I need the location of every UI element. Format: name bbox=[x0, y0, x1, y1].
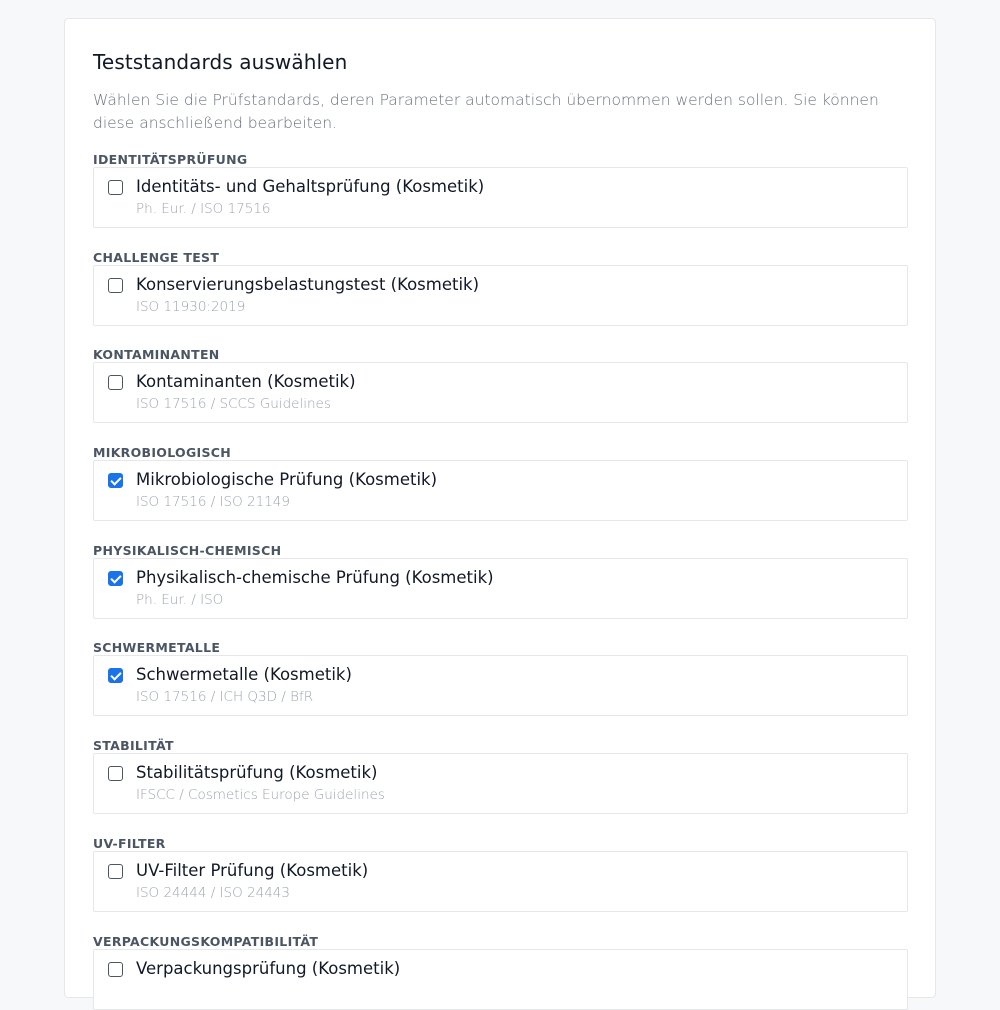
option-mikrobiologische-pruefung[interactable] bbox=[93, 460, 908, 521]
option-title: Schwermetalle (Kosmetik) bbox=[136, 665, 352, 684]
option-physikalisch-chemische-pruefung[interactable] bbox=[93, 558, 908, 619]
group-label: VERPACKUNGSKOMPATIBILITÄT bbox=[93, 934, 319, 949]
option-verpackungspruefung[interactable] bbox=[93, 949, 908, 1010]
option-subtitle: ISO 24444 / ISO 24443 bbox=[136, 885, 290, 901]
option-uv-filter-pruefung[interactable] bbox=[93, 851, 908, 912]
checkbox[interactable] bbox=[108, 668, 123, 683]
option-identitaets-gehaltspruefung[interactable] bbox=[93, 167, 908, 228]
checkbox[interactable] bbox=[108, 864, 123, 879]
checkbox[interactable] bbox=[108, 375, 123, 390]
option-title: Physikalisch-chemische Prüfung (Kosmetik) bbox=[136, 568, 494, 587]
standards-card bbox=[64, 18, 936, 998]
page-title: Teststandards auswählen bbox=[93, 50, 348, 74]
option-stabilitaetspruefung[interactable] bbox=[93, 753, 908, 814]
group-label: SCHWERMETALLE bbox=[93, 640, 221, 655]
group-label: STABILITÄT bbox=[93, 738, 174, 753]
group-label: MIKROBIOLOGISCH bbox=[93, 445, 232, 460]
option-subtitle: Ph. Eur. / ISO bbox=[136, 592, 224, 608]
option-title: UV-Filter Prüfung (Kosmetik) bbox=[136, 861, 369, 880]
option-title: Mikrobiologische Prüfung (Kosmetik) bbox=[136, 470, 438, 489]
option-subtitle: ISO 17516 / ISO 21149 bbox=[136, 494, 290, 510]
option-title: Konservierungsbelastungstest (Kosmetik) bbox=[136, 275, 480, 294]
option-subtitle: IFSCC / Cosmetics Europe Guidelines bbox=[136, 787, 385, 803]
checkbox[interactable] bbox=[108, 180, 123, 195]
option-subtitle: Ph. Eur. / ISO 17516 bbox=[136, 201, 271, 217]
option-title: Verpackungsprüfung (Kosmetik) bbox=[136, 959, 401, 978]
checkbox[interactable] bbox=[108, 278, 123, 293]
checkbox[interactable] bbox=[108, 571, 123, 586]
group-label: UV-FILTER bbox=[93, 836, 166, 851]
option-title: Kontaminanten (Kosmetik) bbox=[136, 372, 356, 391]
group-label: CHALLENGE TEST bbox=[93, 250, 220, 265]
option-kontaminanten[interactable] bbox=[93, 362, 908, 423]
option-title: Stabilitätsprüfung (Kosmetik) bbox=[136, 763, 378, 782]
group-label: KONTAMINANTEN bbox=[93, 347, 220, 362]
group-label: PHYSIKALISCH-CHEMISCH bbox=[93, 543, 282, 558]
checkbox[interactable] bbox=[108, 473, 123, 488]
group-label: IDENTITÄTSPRÜFUNG bbox=[93, 152, 248, 167]
option-konservierungsbelastungstest[interactable] bbox=[93, 265, 908, 326]
option-subtitle: ISO 17516 / ICH Q3D / BfR bbox=[136, 689, 314, 705]
option-subtitle: ISO 17516 / SCCS Guidelines bbox=[136, 396, 331, 412]
option-subtitle: ISO 11930:2019 bbox=[136, 299, 246, 315]
page-description: Wählen Sie die Prüfstandards, deren Parameter automatisch übernommen werden sollen. Sie können diese anschließend bearbeiten. bbox=[93, 91, 879, 132]
option-schwermetalle[interactable] bbox=[93, 655, 908, 716]
checkbox[interactable] bbox=[108, 766, 123, 781]
checkbox[interactable] bbox=[108, 962, 123, 977]
option-title: Identitäts- und Gehaltsprüfung (Kosmetik) bbox=[136, 177, 485, 196]
